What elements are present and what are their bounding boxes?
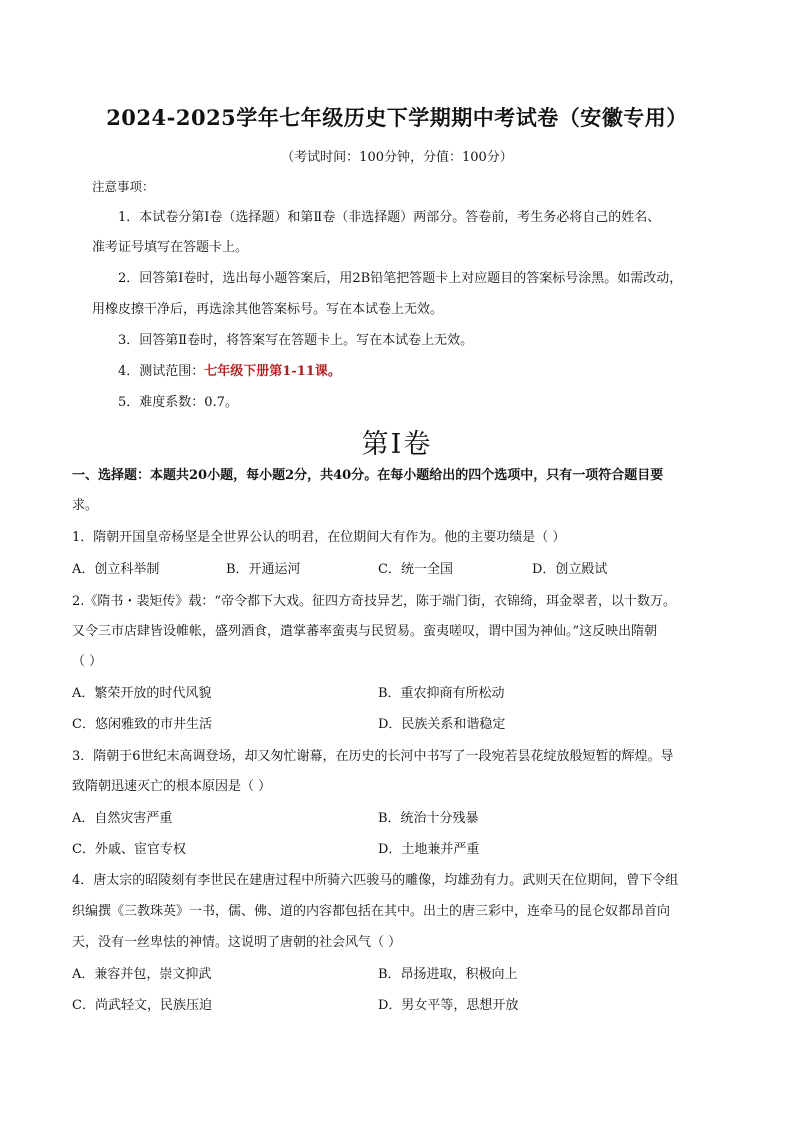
notice-item-1-line-1: 1．本试卷分第Ⅰ卷（选择题）和第Ⅱ卷（非选择题）两部分。答卷前，考生务必将自己的姓名、 [118,210,661,225]
question-2-stem-line-3: （ ） [72,654,103,669]
notice-item-5: 5．难度系数：0.7。 [118,395,238,410]
notice-item-4 [118,362,341,382]
question-4-option-c: C．尚武轻文，民族压迫 [72,998,212,1013]
question-1-option-b: B．开通运河 [226,562,301,577]
question-1-option-d: D．创立殿试 [532,562,608,577]
question-3-stem-line-1: 3．隋朝于6世纪末高调登场，却又匆忙谢幕，在历史的长河中书写了一段宛若昙花绽放般短暂的辉煌。导 [72,749,674,764]
notice-item-2-line-2: 用橡皮擦干净后，再选涂其他答案标号。写在本试卷上无效。 [92,302,444,317]
question-2-stem-line-2: 又令三市店肆皆设帷帐，盛列酒食，遣掌蕃率蛮夷与民贸易。蛮夷嗟叹，谓中国为神仙。”这反映出隋朝 [72,624,658,639]
question-4-option-b: B．昂扬进取，积极向上 [378,967,518,982]
question-3-option-b: B．统治十分残暴 [378,811,479,826]
notice-item-1-line-2: 准考证号填写在答题卡上。 [92,240,249,255]
question-3-stem-line-2: 致隋朝迅速灭亡的根本原因是（ ） [72,779,272,794]
question-2-stem-line-1: 2.《隋书・裴矩传》载：“帝令都下大戏。征四方奇技异艺，陈于端门街，衣锦绮，珥金翠者，以十数万。 [72,594,677,609]
notice-item-2-line-1: 2．回答第Ⅰ卷时，选出每小题答案后，用2B铅笔把答题卡上对应题目的答案标号涂黑。如需改动， [118,271,683,286]
question-3-option-c: C．外戚、宦官专权 [72,842,186,857]
notice-item-3: 3．回答第Ⅱ卷时，将答案写在答题卡上。写在本试卷上无效。 [118,333,474,348]
exam-title: 2024-2025学年七年级历史下学期期中考试卷（安徽专用） [106,105,688,130]
question-4-stem-line-2: 织编撰《三教珠英》一书，儒、佛、道的内容都包括在其中。出土的唐三彩中，连牵马的昆仑奴都昂首向 [72,904,671,919]
section-title: 第Ⅰ卷 [361,429,433,460]
question-2-option-b: B．重农抑商有所松动 [378,686,505,701]
question-3-option-a: A．自然灾害严重 [72,811,173,826]
question-1-option-a: A．创立科举制 [72,562,160,577]
question-1-stem: 1．隋朝开国皇帝杨坚是全世界公认的明君，在位期间大有作为。他的主要功绩是（ ） [72,530,566,545]
question-2-option-a: A．繁荣开放的时代风貌 [72,686,212,701]
question-4-stem-line-1: 4．唐太宗的昭陵刻有李世民在建唐过程中所骑六匹骏马的雕像，均雄劲有力。武则天在位期间，曾下令组 [72,873,679,888]
test-scope: 七年级下册第1-11课。 [204,364,341,379]
section-instruction-line-1: 一、选择题：本题共20小题，每小题2分，共40分。在每小题给出的四个选项中，只有一项符合题目要 [72,468,664,483]
section-instruction-line-2: 求。 [72,498,99,513]
question-4-option-d: D．男女平等，思想开放 [378,998,519,1013]
question-1-option-c: C．统一全国 [378,562,453,577]
question-4-stem-line-3: 天，没有一丝卑怯的神情。这说明了唐朝的社会风气（ ） [72,935,402,950]
notice-heading: 注意事项： [92,179,155,194]
question-2-option-c: C．悠闲雅致的市井生活 [72,717,212,732]
question-3-option-d: D．土地兼并严重 [378,842,480,857]
notice-item-4-prefix: 4．测试范围： [118,364,205,379]
exam-subtitle: （考试时间：100分钟，分值：100分） [281,150,513,165]
question-2-option-d: D．民族关系和谐稳定 [378,717,506,732]
question-4-option-a: A．兼容并包，崇文抑武 [72,967,212,982]
